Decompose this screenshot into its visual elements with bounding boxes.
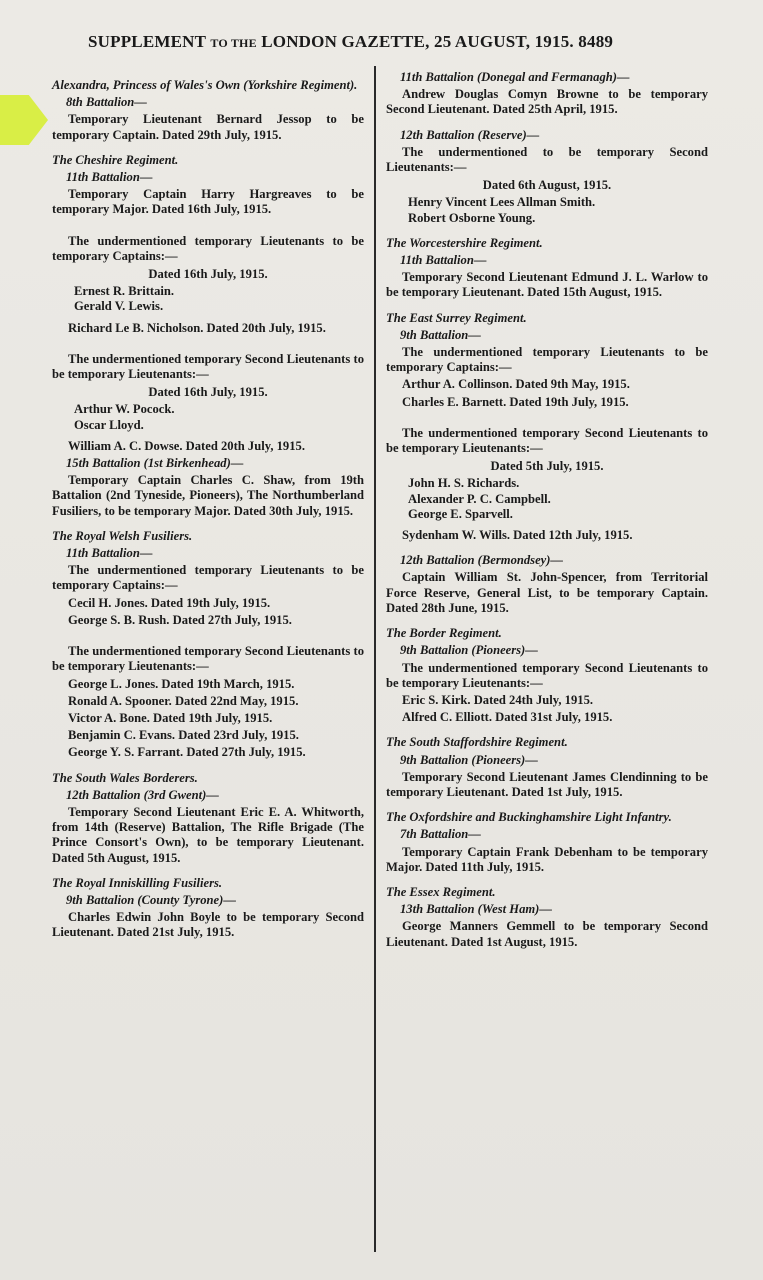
notice-paragraph: Victor A. Bone. Dated 19th July, 1915. (68, 710, 273, 725)
regiment-heading: The Worcestershire Regiment. (386, 235, 543, 250)
notice-paragraph: The undermentioned to be temporary Second Lieutenants:— (386, 144, 708, 175)
regiment-heading: The South Wales Borderers. (52, 770, 198, 785)
appointee-name: George E. Sparvell. (408, 506, 513, 521)
appointee-name: Henry Vincent Lees Allman Smith. (408, 195, 596, 210)
dated-line: Dated 6th August, 1915. (482, 178, 612, 193)
notice-paragraph: Ronald A. Spooner. Dated 22nd May, 1915. (68, 693, 299, 708)
header-supplement: SUPPLEMENT (88, 32, 206, 51)
notice-paragraph: George L. Jones. Dated 19th March, 1915. (68, 676, 295, 691)
spacer (386, 412, 708, 426)
regiment-heading: The Royal Welsh Fusiliers. (52, 528, 193, 543)
regiment-heading: The Essex Regiment. (386, 884, 496, 899)
spacer (386, 120, 708, 126)
notice-paragraph: Richard Le B. Nicholson. Dated 20th July, 1915. (68, 320, 326, 335)
battalion-heading: 12th Battalion (Bermondsey)— (400, 553, 564, 568)
notice-paragraph: Temporary Lieutenant Bernard Jessop to be temporary Captain. Dated 29th July, 1915. (52, 112, 364, 142)
spacer (386, 545, 708, 551)
notice-paragraph: Sydenham W. Wills. Dated 12th July, 1915. (402, 528, 633, 543)
notice-paragraph: George Manners Gemmell to be temporary Second Lieutenant. Dated 1st August, 1915. (386, 919, 708, 949)
notice-paragraph: George S. B. Rush. Dated 27th July, 1915. (68, 612, 292, 627)
column-divider (374, 66, 376, 1252)
battalion-heading: 8th Battalion— (66, 95, 147, 110)
highlighter-mark (0, 95, 48, 145)
regiment-heading: The Royal Inniskilling Fusiliers. (52, 875, 223, 890)
header-title: LONDON GAZETTE, 25 AUGUST, 1915. (261, 32, 574, 51)
notice-paragraph: Temporary Second Lieutenant Eric E. A. Whitworth, from 14th (Reserve) Battalion, The Rifle Brigade (The Prince Consort's Own), to be temporary Lieutenant. Dated 5th August, 1915. (52, 804, 364, 865)
notice-paragraph: Arthur A. Collinson. Dated 9th May, 1915. (402, 377, 630, 392)
notice-paragraph: The undermentioned temporary Second Lieutenants to be temporary Lieutenants:— (386, 425, 708, 456)
battalion-heading: 12th Battalion (Reserve)— (400, 127, 540, 142)
notice-paragraph: The undermentioned temporary Lieutenants to be temporary Captains:— (52, 233, 364, 263)
spacer (52, 630, 364, 644)
notice-paragraph: The undermentioned temporary Second Lieutenants to be temporary Lieutenants:— (52, 644, 364, 674)
spacer (52, 338, 364, 352)
notice-paragraph: Andrew Douglas Comyn Browne to be temporary Second Lieutenant. Dated 25th April, 1915. (386, 87, 708, 117)
right-column (386, 68, 708, 952)
notice-paragraph: The undermentioned temporary Lieutenants to be temporary Captains:— (386, 345, 708, 375)
battalion-heading: 11th Battalion— (66, 546, 153, 561)
battalion-heading: 9th Battalion (Pioneers)— (400, 752, 538, 767)
appointee-name: Oscar Lloyd. (74, 417, 144, 432)
notice-paragraph: The undermentioned temporary Second Lieutenants to be temporary Lieutenants:— (52, 351, 364, 382)
notice-paragraph: Captain William St. John-Spencer, from Territorial Force Reserve, General List, to be temporary Captain. Dated 28th June, 1915. (386, 570, 708, 615)
dated-line: Dated 5th July, 1915. (490, 459, 604, 474)
regiment-heading: The East Surrey Regiment. (386, 310, 527, 325)
regiment-heading: The Border Regiment. (386, 626, 502, 641)
notice-paragraph: Charles Edwin John Boyle to be temporary Second Lieutenant. Dated 21st July, 1915. (52, 910, 364, 940)
regiment-heading: The Oxfordshire and Buckinghamshire Light Infantry. (386, 810, 672, 825)
battalion-heading: 9th Battalion (Pioneers)— (400, 643, 538, 658)
notice-paragraph: William A. C. Dowse. Dated 20th July, 1915. (68, 438, 305, 453)
dated-line: Dated 16th July, 1915. (148, 267, 268, 282)
notice-paragraph: Temporary Captain Frank Debenham to be temporary Major. Dated 11th July, 1915. (386, 844, 708, 874)
battalion-heading: 12th Battalion (3rd Gwent)— (66, 787, 219, 802)
dated-line: Dated 16th July, 1915. (148, 385, 268, 400)
appointee-name: Alexander P. C. Campbell. (408, 491, 551, 506)
notice-paragraph: Cecil H. Jones. Dated 19th July, 1915. (68, 595, 271, 610)
page-header (88, 32, 728, 52)
notice-paragraph: Temporary Second Lieutenant James Clendinning to be temporary Lieutenant. Dated 1st July, 1915. (386, 769, 708, 799)
header-page-number: 8489 (578, 32, 614, 51)
notice-paragraph: Eric S. Kirk. Dated 24th July, 1915. (402, 692, 594, 707)
battalion-heading: 9th Battalion (County Tyrone)— (66, 892, 236, 907)
notice-paragraph: Temporary Captain Charles C. Shaw, from 19th Battalion (2nd Tyneside, Pioneers), The Northumberland Fusiliers, to be temporary Major. Dated 30th July, 1915. (52, 473, 364, 518)
appointee-name: John H. S. Richards. (408, 476, 520, 491)
notice-paragraph: Temporary Captain Harry Hargreaves to be temporary Major. Dated 16th July, 1915. (52, 187, 364, 217)
battalion-heading: 15th Battalion (1st Birkenhead)— (66, 456, 244, 471)
battalion-heading: 9th Battalion— (400, 327, 481, 342)
battalion-heading: 11th Battalion— (66, 170, 153, 185)
regiment-heading: The South Staffordshire Regiment. (386, 735, 568, 750)
spacer (52, 220, 364, 234)
battalion-heading: 7th Battalion— (400, 827, 481, 842)
notice-paragraph: Temporary Second Lieutenant Edmund J. L. Warlow to be temporary Lieutenant. Dated 15th August, 1915. (386, 270, 708, 300)
regiment-heading: The Cheshire Regiment. (52, 152, 179, 167)
regiment-heading: Alexandra, Princess of Wales's Own (Yorkshire Regiment). (52, 78, 358, 92)
notice-paragraph: Alfred C. Elliott. Dated 31st July, 1915. (402, 710, 613, 725)
left-column (52, 68, 364, 943)
appointee-name: Arthur W. Pocock. (74, 402, 175, 417)
notice-paragraph: Benjamin C. Evans. Dated 23rd July, 1915. (68, 728, 299, 743)
battalion-heading: 11th Battalion (Donegal and Fermanagh)— (400, 70, 630, 84)
notice-paragraph: George Y. S. Farrant. Dated 27th July, 1915. (68, 745, 306, 760)
notice-paragraph: The undermentioned temporary Lieutenants to be temporary Captains:— (52, 563, 364, 593)
appointee-name: Ernest R. Brittain. (74, 284, 175, 299)
appointee-name: Robert Osborne Young. (408, 210, 536, 225)
battalion-heading: 13th Battalion (West Ham)— (400, 902, 552, 917)
appointee-name: Gerald V. Lewis. (74, 299, 164, 314)
battalion-heading: 11th Battalion— (400, 253, 487, 268)
notice-paragraph: The undermentioned temporary Second Lieutenants to be temporary Lieutenants:— (386, 660, 708, 690)
header-to-the: TO THE (210, 36, 257, 50)
notice-paragraph: Charles E. Barnett. Dated 19th July, 1915. (402, 394, 629, 409)
